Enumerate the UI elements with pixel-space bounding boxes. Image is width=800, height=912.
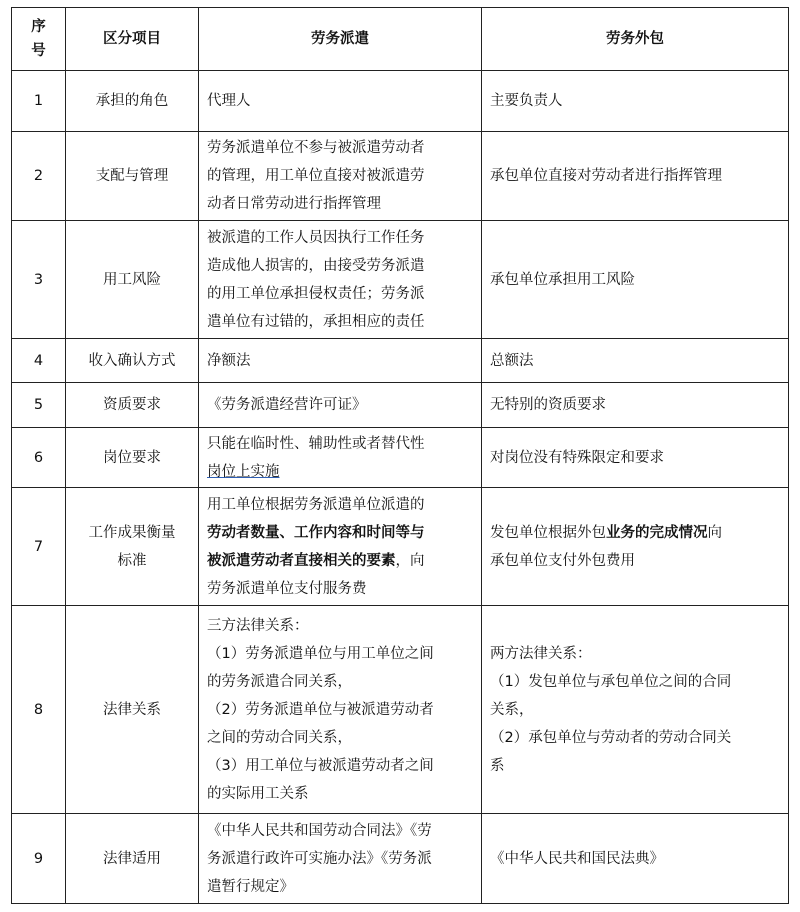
table-row xyxy=(12,71,789,132)
row-item: 法律关系 xyxy=(66,606,199,814)
header-outsourcing: 劳务外包 xyxy=(482,8,789,71)
table-row xyxy=(12,606,789,814)
outsourcing-cell: 无特别的资质要求 xyxy=(482,383,789,428)
dispatch-cell: 三方法律关系： （1）劳务派遣单位与用工单位之间 的劳务派遣合同关系， （2）劳务派遣单位与被派遣劳动者 之间的劳动合同关系， （3）用工单位与被派遣劳动者之间 的实际用工关系 xyxy=(199,606,482,814)
dispatch-cell: 净额法 xyxy=(199,339,482,383)
header-row xyxy=(12,8,789,71)
header-no: 序 号 xyxy=(12,8,66,71)
dispatch-cell: 代理人 xyxy=(199,71,482,132)
row-item: 收入确认方式 xyxy=(66,339,199,383)
table-row xyxy=(12,428,789,488)
row-number: 7 xyxy=(12,488,66,606)
table-row xyxy=(12,132,789,221)
outsourcing-cell: 两方法律关系： （1）发包单位与承包单位之间的合同 关系， （2）承包单位与劳动者的劳动合同关 系 xyxy=(482,606,789,814)
row-number: 8 xyxy=(12,606,66,814)
table-row xyxy=(12,383,789,428)
outsourcing-cell: 主要负责人 xyxy=(482,71,789,132)
comparison-table xyxy=(11,7,789,904)
outsourcing-cell: 承包单位承担用工风险 xyxy=(482,221,789,339)
header-item: 区分项目 xyxy=(66,8,199,71)
row-number: 6 xyxy=(12,428,66,488)
row-number: 4 xyxy=(12,339,66,383)
row-number: 2 xyxy=(12,132,66,221)
table-row xyxy=(12,339,789,383)
row-item: 法律适用 xyxy=(66,814,199,904)
row-item: 支配与管理 xyxy=(66,132,199,221)
outsourcing-cell: 《中华人民共和国民法典》 xyxy=(482,814,789,904)
table-row xyxy=(12,221,789,339)
table-row xyxy=(12,814,789,904)
outsourcing-cell: 承包单位直接对劳动者进行指挥管理 xyxy=(482,132,789,221)
dispatch-cell: 劳务派遣单位不参与被派遣劳动者 的管理，用工单位直接对被派遣劳 动者日常劳动进行指挥管理 xyxy=(199,132,482,221)
row-item: 用工风险 xyxy=(66,221,199,339)
dispatch-cell: 《中华人民共和国劳动合同法》《劳 务派遣行政许可实施办法》《劳务派 遣暂行规定》 xyxy=(199,814,482,904)
dispatch-cell: 《劳务派遣经营许可证》 xyxy=(199,383,482,428)
row-item: 工作成果衡量 标准 xyxy=(66,488,199,606)
dispatch-cell: 被派遣的工作人员因执行工作任务 造成他人损害的，由接受劳务派遣 的用工单位承担侵权责任；劳务派 遣单位有过错的，承担相应的责任 xyxy=(199,221,482,339)
outsourcing-cell: 总额法 xyxy=(482,339,789,383)
row-number: 9 xyxy=(12,814,66,904)
dispatch-cell: 只能在临时性、辅助性或者替代性 岗位上实施 xyxy=(199,428,482,488)
row-number: 3 xyxy=(12,221,66,339)
table-row xyxy=(12,488,789,606)
header-dispatch: 劳务派遣 xyxy=(199,8,482,71)
dispatch-cell: 用工单位根据劳务派遣单位派遣的 劳动者数量、工作内容和时间等与 被派遣劳动者直接相关的要素，向 劳务派遣单位支付服务费 xyxy=(199,488,482,606)
row-number: 1 xyxy=(12,71,66,132)
outsourcing-cell: 发包单位根据外包业务的完成情况向 承包单位支付外包费用 xyxy=(482,488,789,606)
row-number: 5 xyxy=(12,383,66,428)
outsourcing-cell: 对岗位没有特殊限定和要求 xyxy=(482,428,789,488)
row-item: 岗位要求 xyxy=(66,428,199,488)
row-item: 资质要求 xyxy=(66,383,199,428)
row-item: 承担的角色 xyxy=(66,71,199,132)
